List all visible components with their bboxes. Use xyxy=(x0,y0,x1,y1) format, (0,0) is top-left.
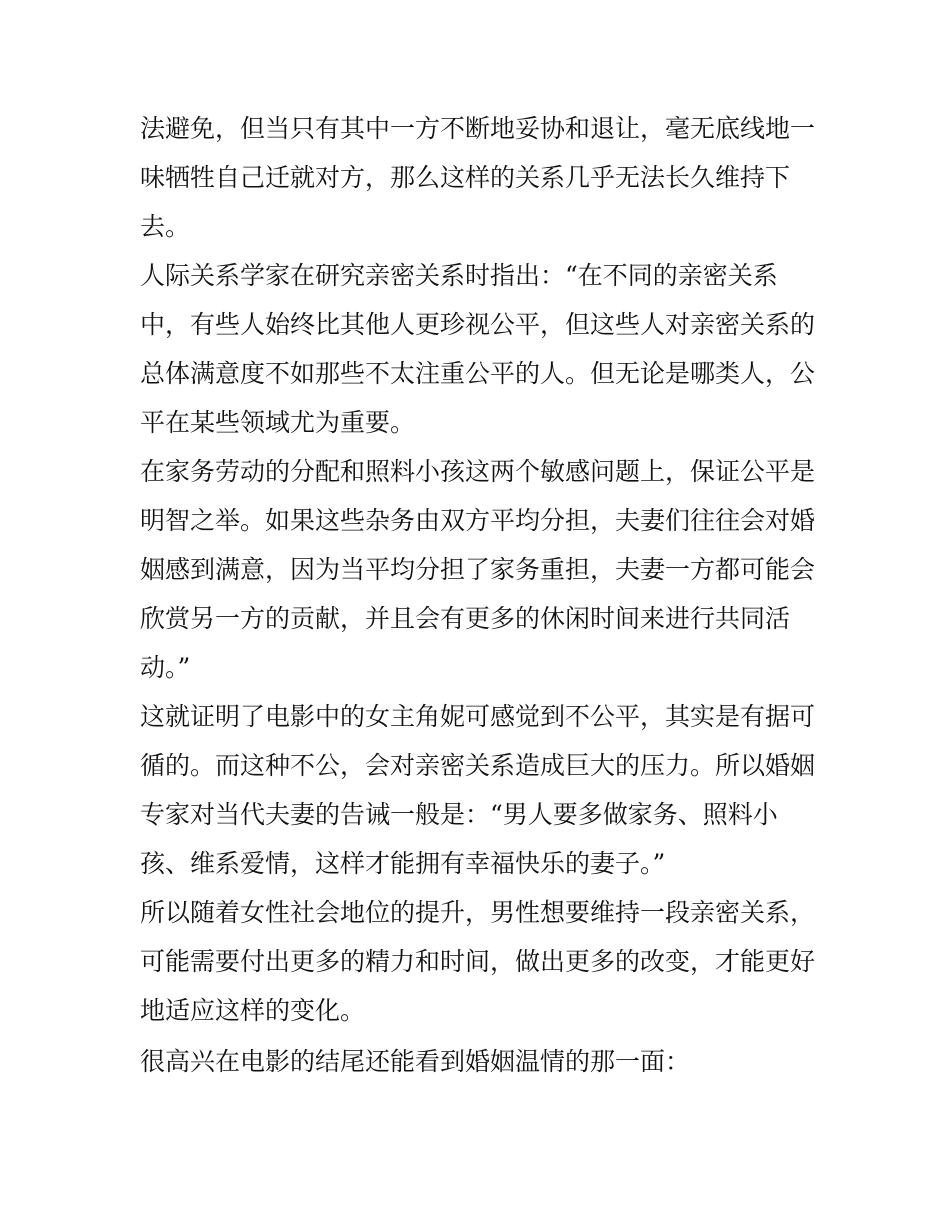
text-line: 人际关系学家在研究亲密关系时指出：“在不同的亲密关系 xyxy=(140,261,778,290)
text-line: 欣赏另一方的贡献，并且会有更多的休闲时间来进行共同活 xyxy=(140,604,791,633)
text-line: 这就证明了电影中的女主角妮可感觉到不公平，其实是有据可 xyxy=(140,702,816,731)
text-line: 专家对当代夫妻的告诫一般是：“男人要多做家务、照料小 xyxy=(140,800,778,829)
text-line: 总体满意度不如那些不太注重公平的人。但无论是哪类人，公 xyxy=(140,359,816,388)
text-line: 孩、维系爱情，这样才能拥有幸福快乐的妻子。” xyxy=(140,849,666,878)
paragraph xyxy=(140,888,815,1035)
text-line: 中，有些人始终比其他人更珍视公平，但这些人对亲密关系的 xyxy=(140,310,816,339)
text-line: 所以随着女性社会地位的提升，男性想要维持一段亲密关系， xyxy=(140,898,816,927)
text-line: 味牺牲自己迁就对方，那么这样的关系几乎无法长久维持下 xyxy=(140,163,791,192)
text-line: 在家务劳动的分配和照料小孩这两个敏感问题上，保证公平是 xyxy=(140,457,816,486)
paragraph xyxy=(140,447,815,692)
text-line: 可能需要付出更多的精力和时间，做出更多的改变，才能更好 xyxy=(140,947,816,976)
text-line: 循的。而这种不公，会对亲密关系造成巨大的压力。所以婚姻 xyxy=(140,751,816,780)
text-line: 地适应这样的变化。 xyxy=(140,996,366,1025)
text-line: 法避免，但当只有其中一方不断地妥协和退让，毫无底线地一 xyxy=(140,114,816,143)
paragraph xyxy=(140,251,815,447)
text-line: 很高兴在电影的结尾还能看到婚姻温情的那一面： xyxy=(140,1047,691,1076)
text-line: 动。” xyxy=(140,653,191,682)
paragraph xyxy=(140,692,815,888)
text-line: 姻感到满意，因为当平均分担了家务重担，夫妻一方都可能会 xyxy=(140,555,816,584)
paragraph xyxy=(140,1037,815,1086)
paragraph xyxy=(140,104,815,251)
text-line: 明智之举。如果这些杂务由双方平均分担，夫妻们往往会对婚 xyxy=(140,506,816,535)
text-line: 平在某些领域尤为重要。 xyxy=(140,408,416,437)
article-body xyxy=(140,104,815,1086)
text-line: 去。 xyxy=(140,212,191,241)
